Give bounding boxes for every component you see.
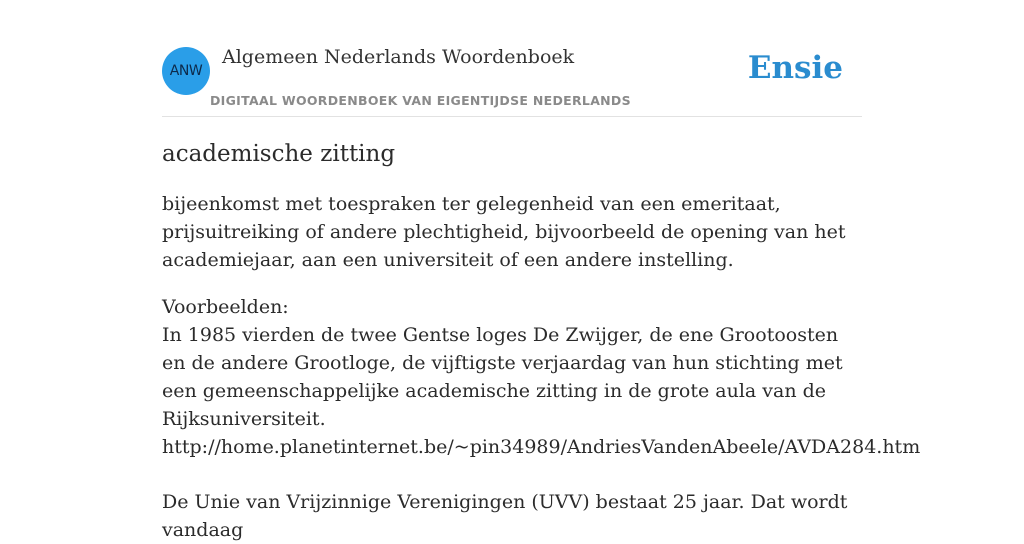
example-spacer (162, 461, 862, 488)
site-title[interactable]: Algemeen Nederlands Woordenboek (222, 46, 575, 68)
anw-logo[interactable]: ANW (162, 47, 210, 95)
site-header (162, 46, 862, 117)
example-text: In 1985 vierden de twee Gentse loges De Zwijger, de ene Grootoosten en de andere Grootloge, de vijftigste verjaardag van hun stichting met een gemeenschappelijke academische zitting in de grote aula van de Rijksuniversiteit. (162, 324, 843, 430)
example-source-link[interactable]: http://home.planetinternet.be/~pin34989/AndriesVandenAbeele/AVDA284.htm (162, 436, 921, 458)
example-text: De Unie van Vrijzinnige Verenigingen (UVV) bestaat 25 jaar. Dat wordt vandaag (162, 491, 848, 541)
examples-label: Voorbeelden: (162, 296, 289, 318)
entry-headword: academische zitting (162, 141, 396, 167)
ensie-brand-link[interactable]: Ensie (747, 50, 843, 86)
entry-definition: bijeenkomst met toespraken ter gelegenheid van een emeritaat, prijsuitreiking of andere plechtigheid, bijvoorbeeld de opening van het academiejaar, aan een universiteit of een andere instelling. (162, 193, 846, 271)
entry-content (162, 138, 921, 544)
site-subtitle: DIGITAAL WOORDENBOEK VAN EIGENTIJDSE NEDERLANDS (210, 93, 631, 108)
examples-section (162, 293, 921, 544)
